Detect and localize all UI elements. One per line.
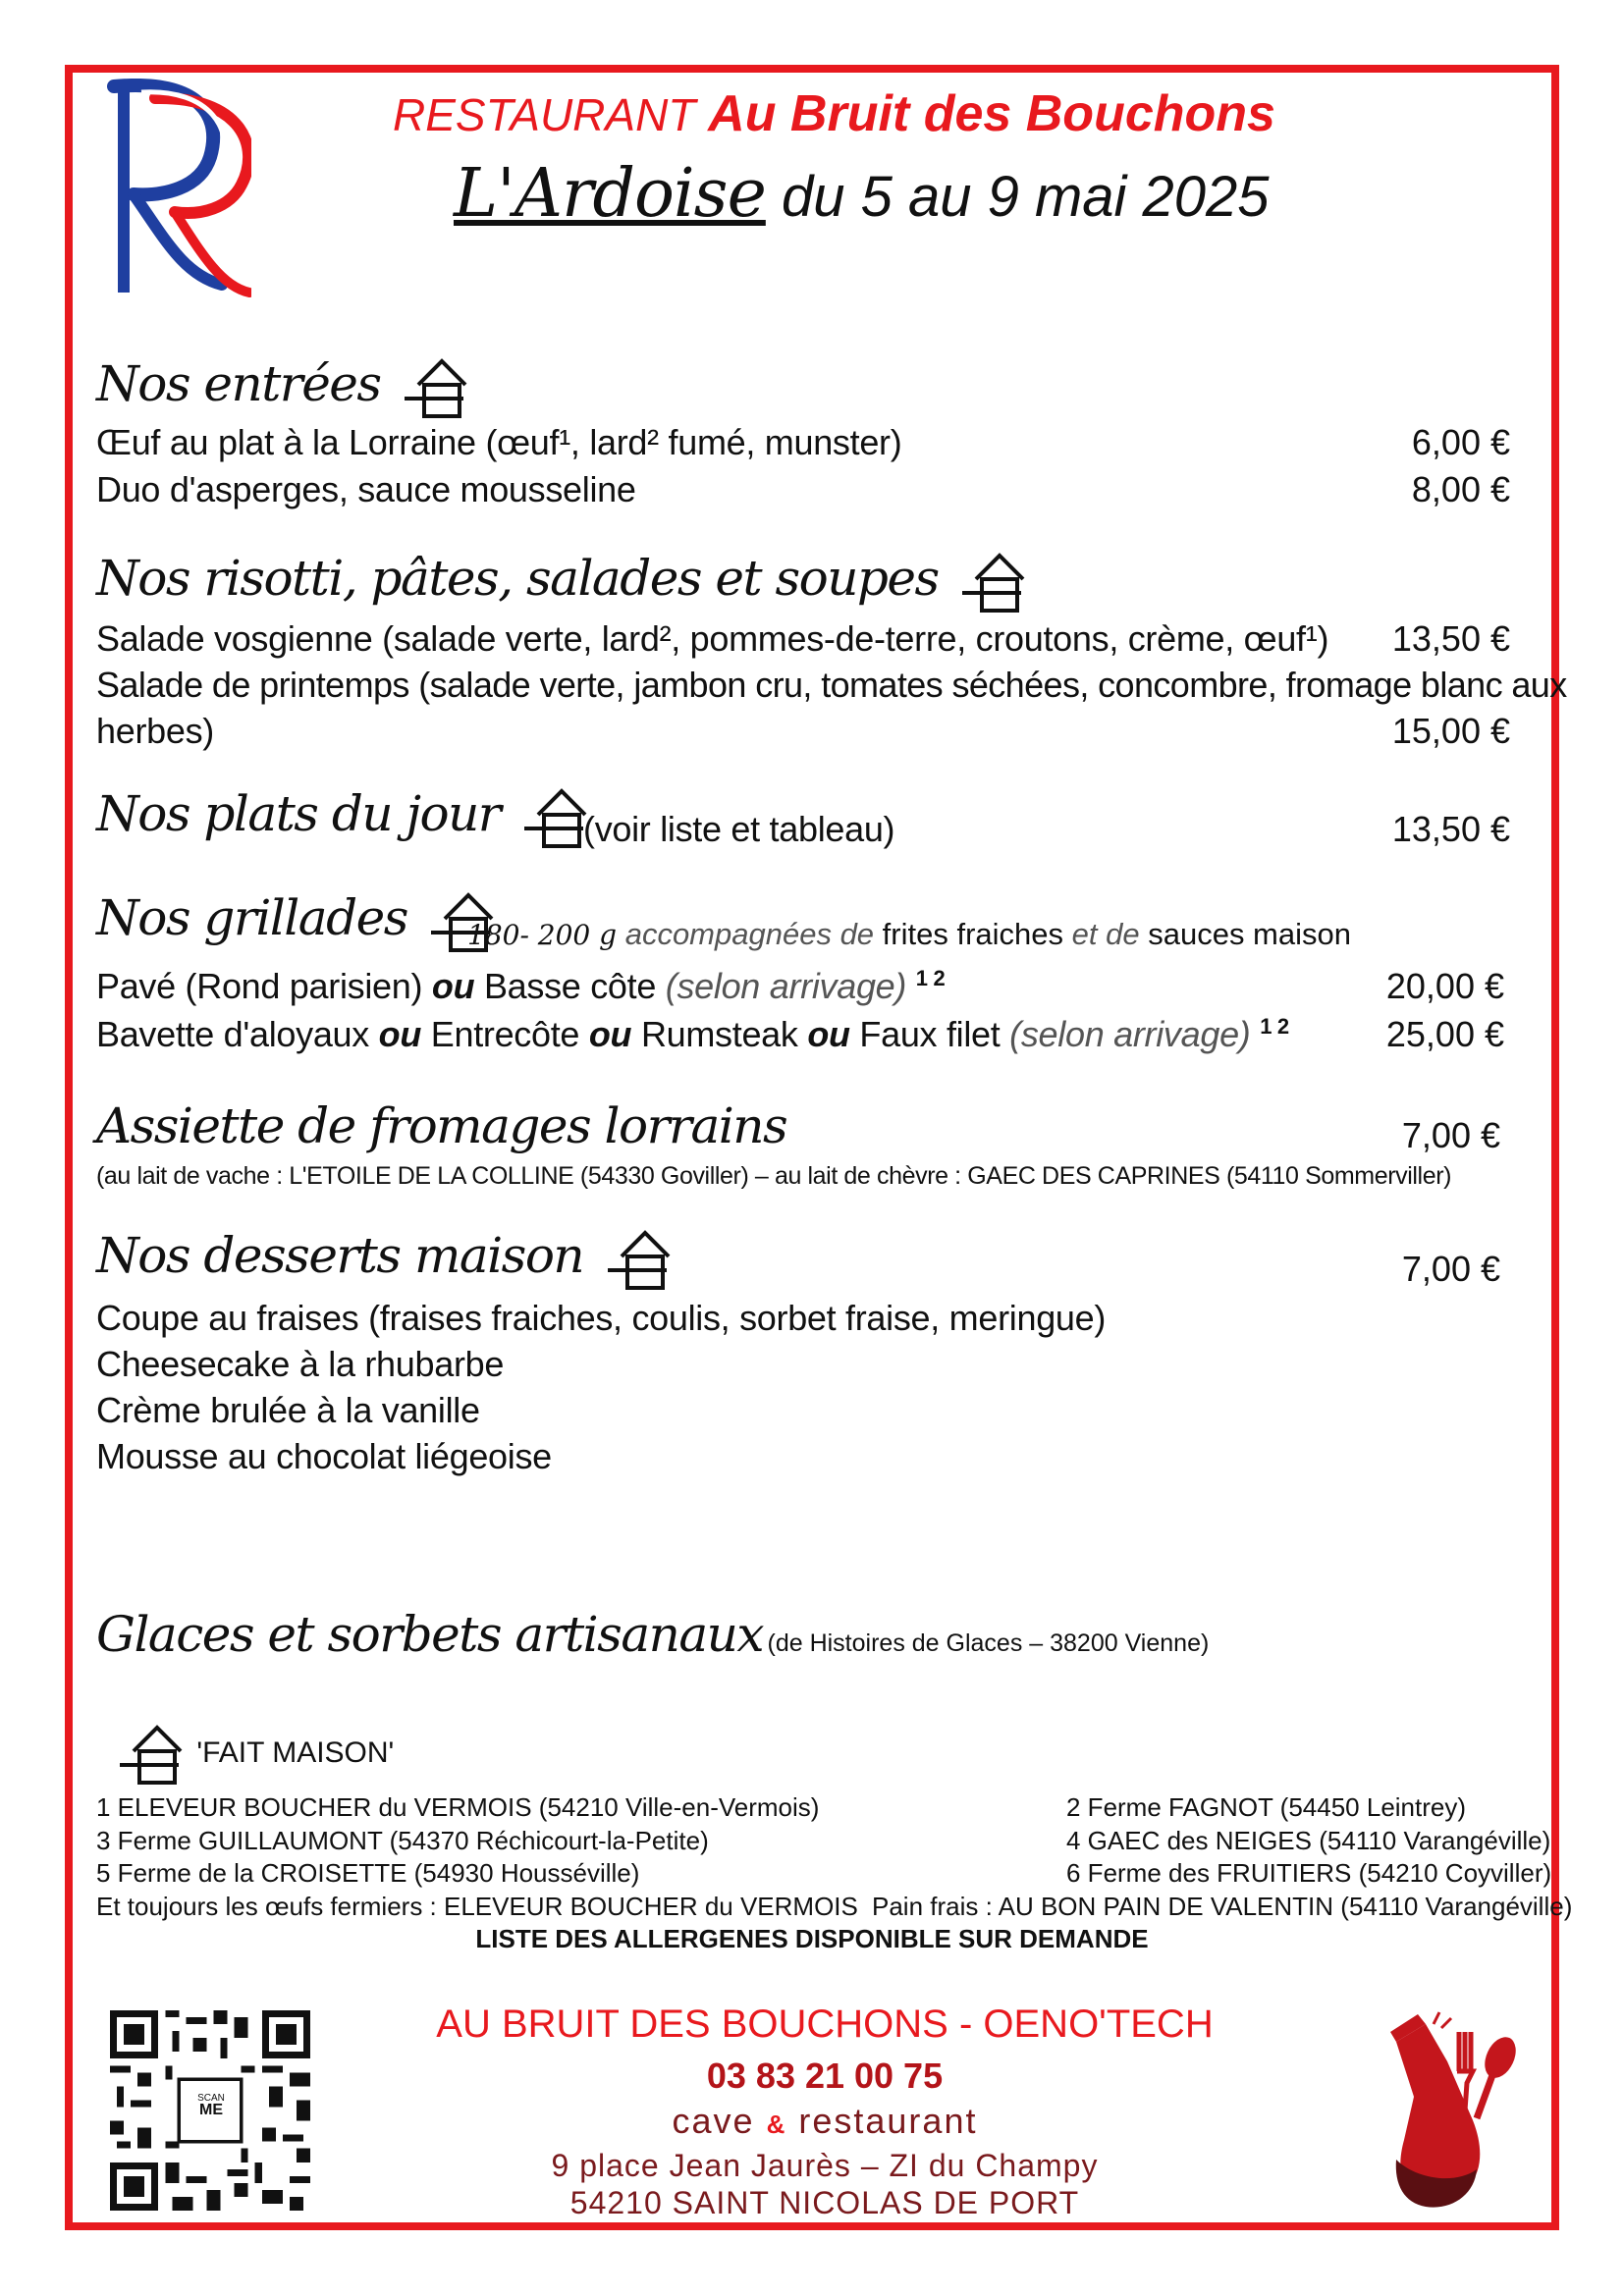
grillade-1-note: (selon arrivage)	[665, 966, 907, 1006]
grillades-desc	[467, 917, 1351, 952]
glaces-note: (de Histoires de Glaces – 38200 Vienne)	[767, 1629, 1210, 1657]
grillades-desc-c: et de	[1071, 917, 1140, 951]
grillade-price-2: 25,00 €	[1385, 1014, 1504, 1054]
plats-note: (voir liste et tableau)	[583, 809, 895, 849]
eggs-supplier: Et toujours les œufs fermiers : ELEVEUR BOUCHER du VERMOIS	[96, 1892, 858, 1921]
grillade-2-note: (selon arrivage)	[1009, 1014, 1251, 1054]
footer-cave: cave	[672, 2101, 755, 2141]
risotti-item-1: Salade vosgienne (salade verte, lard², pommes-de-terre, croutons, crème, œuf¹)	[96, 618, 1329, 659]
house-icon	[598, 1227, 677, 1292]
menu-dates: du 5 au 9 mai 2025	[781, 165, 1270, 229]
house-icon	[110, 1722, 189, 1787]
section-title-desserts	[96, 1227, 677, 1292]
grillade-2-ou1: ou	[378, 1014, 422, 1054]
entree-price-1: 6,00 €	[1411, 422, 1510, 462]
footer-address-1: 9 place Jean Jaurès – ZI du Champy	[551, 2148, 1099, 2183]
grillade-2-sup: 1 2	[1260, 1014, 1289, 1039]
grillade-item-1	[96, 966, 945, 1007]
footer-restaurant: restaurant	[798, 2101, 978, 2141]
dessert-item-4: Mousse au chocolat liégeoise	[96, 1436, 552, 1476]
page-title	[454, 155, 1270, 233]
grillade-2-b: Entrecôte	[430, 1014, 580, 1054]
footer-name: AU BRUIT DES BOUCHONS - OENO'TECH	[436, 2002, 1214, 2046]
section-title-grillades	[96, 889, 500, 954]
entrees-title-text: Nos entrées	[96, 355, 381, 412]
grillade-1-sup: 1 2	[915, 966, 946, 990]
dessert-item-1: Coupe au fraises (fraises fraiches, coulis, sorbet fraise, meringue)	[96, 1298, 1107, 1338]
section-title-fromages: Assiette de fromages lorrains	[96, 1097, 787, 1154]
grillades-desc-d: sauces maison	[1148, 917, 1351, 951]
grillades-title-text: Nos grillades	[96, 889, 407, 946]
grillades-desc-b: frites fraiches	[882, 917, 1064, 951]
house-icon	[952, 550, 1031, 614]
risotti-price-2: 15,00 €	[1391, 711, 1510, 751]
restaurant-prefix: RESTAURANT	[393, 89, 696, 140]
logo-rr-icon	[94, 79, 251, 310]
section-title-risotti	[96, 550, 1031, 614]
grillade-2-ou3: ou	[807, 1014, 850, 1054]
fait-maison-legend	[110, 1722, 394, 1787]
risotti-item-2-cont: herbes)	[96, 711, 214, 751]
supplier-2: 2 Ferme FAGNOT (54450 Leintrey)	[1066, 1792, 1467, 1822]
section-title-entrees	[96, 355, 473, 420]
fromages-note: (au lait de vache : L'ETOILE DE LA COLLINE (54330 Goviller) – au lait de chèvre : GAEC DES CAPRINES (54110 Sommerviller)	[96, 1162, 1452, 1190]
entree-item-2: Duo d'asperges, sauce mousseline	[96, 469, 636, 509]
bottle-cutlery-icon	[1357, 2002, 1524, 2213]
risotti-price-1: 13,50 €	[1391, 618, 1510, 659]
plats-title-text: Nos plats du jour	[96, 785, 501, 842]
fromages-price: 7,00 €	[1401, 1115, 1500, 1155]
risotti-item-2: Salade de printemps (salade verte, jambon cru, tomates séchées, concombre, fromage blanc aux	[96, 665, 1567, 705]
grillades-desc-a: accompagnées de	[624, 917, 875, 951]
supplier-5: 5 Ferme de la CROISETTE (54930 Housséville)	[96, 1858, 640, 1888]
supplier-3: 3 Ferme GUILLAUMONT (54370 Réchicourt-la-Petite)	[96, 1826, 709, 1855]
entree-item-1: Œuf au plat à la Lorraine (œuf¹, lard² fumé, munster)	[96, 422, 902, 462]
qr-label-bottom: ME	[199, 2102, 223, 2118]
grillade-2-a: Bavette d'aloyaux	[96, 1014, 369, 1054]
grillade-2-ou2: ou	[588, 1014, 632, 1054]
desserts-price: 7,00 €	[1401, 1249, 1500, 1289]
risotti-title-text: Nos risotti, pâtes, salades et soupes	[96, 550, 939, 607]
house-icon	[514, 785, 593, 850]
dessert-item-3: Crème brulée à la vanille	[96, 1390, 480, 1430]
grillade-1-a: Pavé (Rond parisien)	[96, 966, 423, 1006]
supplier-4: 4 GAEC des NEIGES (54110 Varangéville)	[1066, 1826, 1551, 1855]
desserts-title-text: Nos desserts maison	[96, 1227, 584, 1284]
grillade-1-ou: ou	[431, 966, 475, 1006]
footer-amp: &	[766, 2109, 787, 2139]
ardoise-title: L'Ardoise	[454, 155, 766, 233]
bread-supplier: Pain frais : AU BON PAIN DE VALENTIN (54110 Varangéville)	[872, 1892, 1573, 1921]
house-icon	[395, 355, 473, 420]
section-title-plats	[96, 785, 593, 850]
grillades-weight: 180- 200 g	[467, 919, 618, 951]
entree-price-2: 8,00 €	[1411, 469, 1510, 509]
footer-address-2: 54210 SAINT NICOLAS DE PORT	[569, 2185, 1080, 2220]
grillade-price-1: 20,00 €	[1385, 966, 1504, 1006]
footer-phone[interactable]: 03 83 21 00 75	[706, 2056, 944, 2096]
section-title-glaces: Glaces et sorbets artisanaux	[96, 1606, 764, 1663]
glaces-line	[96, 1606, 1209, 1663]
dessert-item-2: Cheesecake à la rhubarbe	[96, 1344, 505, 1384]
supplier-1: 1 ELEVEUR BOUCHER du VERMOIS (54210 Ville-en-Vermois)	[96, 1792, 820, 1822]
plats-price: 13,50 €	[1391, 809, 1510, 849]
grillade-1-b: Basse côte	[483, 966, 657, 1006]
grillade-2-d: Faux filet	[859, 1014, 1001, 1054]
grillade-item-2	[96, 1014, 1289, 1055]
supplier-6: 6 Ferme des FRUITIERS (54210 Coyviller)	[1066, 1858, 1552, 1888]
grillade-2-c: Rumsteak	[640, 1014, 798, 1054]
fait-maison-label: 'FAIT MAISON'	[196, 1735, 395, 1769]
restaurant-heading	[393, 84, 1275, 143]
qr-label-top: SCAN	[197, 2093, 225, 2104]
restaurant-name: Au Bruit des Bouchons	[708, 85, 1275, 142]
allergens-note: LISTE DES ALLERGENES DISPONIBLE SUR DEMANDE	[475, 1924, 1149, 1953]
